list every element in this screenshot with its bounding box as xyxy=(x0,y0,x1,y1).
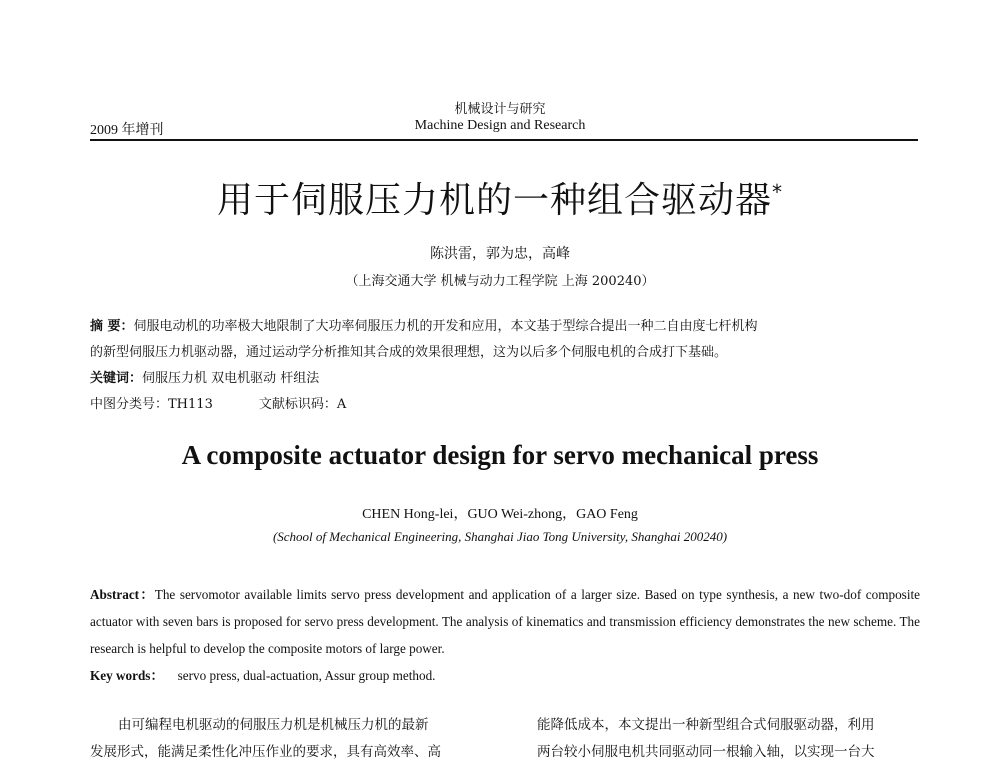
keywords-cn: 关键词：伺服压力机 双电机驱动 杆组法 xyxy=(90,371,320,386)
abstract-en-label: Abstract： xyxy=(90,587,155,602)
body-column-right: 能降低成本，本文提出一种新型组合式伺服驱动器，利用 两台较小伺服电机共同驱动同一根输入轴，以实现一台大 xyxy=(537,717,875,760)
keywords-en: Key words： servo press, dual-actuation, Assur group method. xyxy=(90,668,436,683)
journal-name-en: Machine Design and Research xyxy=(414,118,586,133)
affiliation-en: (School of Mechanical Engineering, Shanghai Jiao Tong University, Shanghai 200240) xyxy=(272,529,728,544)
abstract-en-block xyxy=(90,581,920,689)
abstract-cn-line1: 摘 要：伺服电动机的功率极大地限制了大功率伺服压力机的开发和应用，本文基于型综合提出一种二自由度七杆机构 xyxy=(90,319,758,334)
abstract-cn-block xyxy=(90,314,918,418)
affiliation-cn: （上海交通大学 机械与动力工程学院 上海 200240） xyxy=(345,274,655,289)
paper-title-en: A composite actuator design for servo mechanical press xyxy=(181,440,819,470)
header-rule xyxy=(90,139,918,141)
abstract-en: Abstract：The servomotor available limits servo press development and application of a larger size. Based on type synthesis, a new two-dof composite actuator with seven bars is proposed for servo press development. The analysis of kinematics and transmission efficiency demonstrates the new scheme. The research is helpful to develop the composite motors of large power. xyxy=(90,587,920,656)
abstract-cn-label: 摘 要： xyxy=(90,319,134,334)
authors-en: CHEN Hong-lei，GUO Wei-zhong，GAO Feng xyxy=(362,507,638,522)
abstract-cn-line2: 的新型伺服压力机驱动器，通过运动学分析推知其合成的效果很理想，这为以后多个伺服电机的合成打下基础。 xyxy=(90,345,728,360)
title-text: 用于伺服压力机的一种组合驱动器 xyxy=(216,180,772,221)
issue-label: 2009 年增刊 xyxy=(90,123,164,138)
body-column-left: 由可编程电机驱动的伺服压力机是机械压力机的最新 发展形式，能满足柔性化冲压作业的要求，具有高效率、高 xyxy=(90,717,441,760)
classification: 中图分类号：TH113 文献标识码：A xyxy=(90,397,347,412)
authors-cn: 陈洪雷，郭为忠，高峰 xyxy=(430,246,570,262)
title-footnote-mark: * xyxy=(772,180,783,204)
journal-name-cn: 机械设计与研究 xyxy=(454,102,546,117)
paper-title-cn xyxy=(0,172,1000,223)
